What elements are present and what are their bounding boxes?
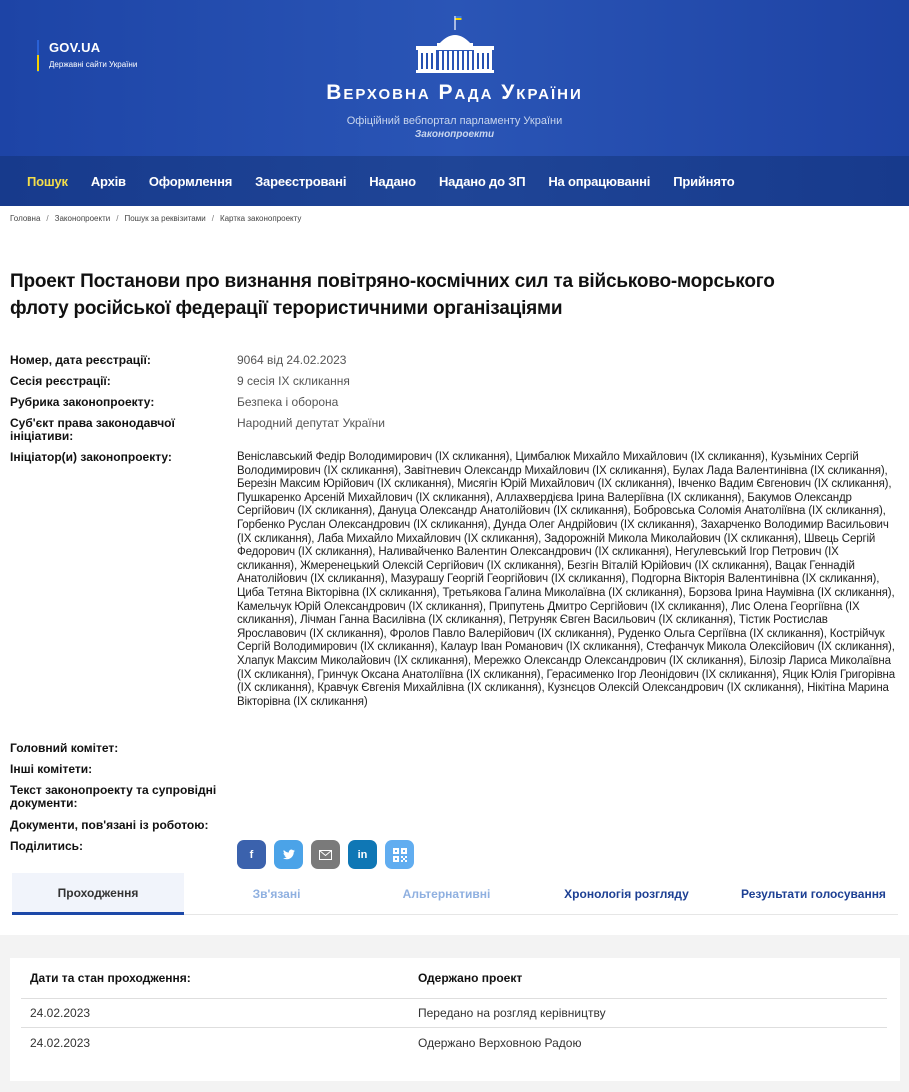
field-label: Ініціатор(и) законопроекту:	[10, 450, 172, 464]
nav-item-in-processing[interactable]: На опрацюванні	[548, 173, 651, 189]
section-name: Законопроекти	[414, 129, 495, 140]
share-facebook-button[interactable]	[237, 840, 266, 869]
nav-item-archive[interactable]: Архів	[90, 173, 126, 189]
twitter-icon	[283, 849, 295, 860]
column-header-status: Одержано проект	[418, 971, 523, 985]
linkedin-icon: in	[357, 848, 368, 861]
field-value: 9 сесія IX скликання	[237, 374, 350, 388]
site-subtitle: Офіційний вебпортал парламенту України	[346, 115, 563, 127]
tab-chronology[interactable]: Хронологія розгляду	[564, 887, 689, 901]
breadcrumb-current: Картка законопроекту	[219, 214, 302, 223]
table-header-row	[21, 958, 887, 999]
flag-accent	[37, 55, 39, 71]
gov-ua-title: GOV.UA	[49, 40, 101, 55]
field-label: Рубрика законопроекту:	[10, 395, 155, 409]
field-label: Головний комітет:	[10, 741, 119, 755]
row-status: Одержано Верховною Радою	[418, 1035, 582, 1050]
breadcrumb-separator: /	[211, 214, 214, 223]
table-row	[21, 1028, 887, 1057]
field-value: 9064 від 24.02.2023	[237, 353, 347, 367]
progress-panel	[0, 935, 909, 1092]
nav-item-drafting[interactable]: Оформлення	[148, 173, 233, 189]
breadcrumb-bills[interactable]: Законопроекти	[54, 214, 111, 223]
field-label: Номер, дата реєстрації:	[10, 353, 151, 367]
breadcrumb	[10, 214, 301, 223]
nav-item-submitted-to-zp[interactable]: Надано до ЗП	[438, 173, 526, 189]
field-label: Інші комітети:	[10, 762, 93, 776]
share-email-button[interactable]	[311, 840, 340, 869]
tab-related[interactable]: Зв'язані	[252, 887, 301, 901]
nav-item-adopted[interactable]: Прийнято	[673, 173, 735, 189]
page-title: Проект Постанови про визнання повітряно-космічних сил та військово-морського флоту російської федерації терористичними організаціями	[10, 271, 775, 319]
site-title[interactable]: Верховна Рада України	[326, 81, 583, 104]
table-row	[21, 999, 887, 1028]
email-icon	[319, 850, 332, 860]
field-label: Суб'єкт права законодавчої ініціативи:	[10, 416, 175, 443]
column-header-dates: Дати та стан проходження:	[30, 971, 191, 985]
breadcrumb-home[interactable]: Головна	[10, 214, 41, 223]
site-header	[0, 0, 909, 156]
share-linkedin-button[interactable]	[348, 840, 377, 869]
field-label: Сесія реєстрації:	[10, 374, 111, 388]
parliament-building-icon[interactable]	[414, 14, 496, 74]
bill-tabs	[12, 873, 898, 915]
progress-table	[21, 958, 887, 1057]
nav-item-submitted[interactable]: Надано	[369, 173, 416, 189]
share-buttons	[237, 840, 414, 869]
facebook-icon: f	[249, 848, 254, 861]
nav-item-search[interactable]: Пошук	[27, 173, 68, 189]
row-date: 24.02.2023	[30, 1035, 91, 1050]
field-label: Поділитись:	[10, 839, 84, 853]
tab-voting-results[interactable]: Результати голосування	[741, 887, 886, 901]
row-status: Передано на розгляд керівництву	[418, 1006, 606, 1020]
field-value: Народний депутат України	[237, 416, 385, 430]
field-value: Безпека і оборона	[237, 395, 339, 409]
share-twitter-button[interactable]	[274, 840, 303, 869]
breadcrumb-separator: /	[46, 214, 49, 223]
tab-alternative[interactable]: Альтернативні	[402, 887, 491, 901]
gov-ua-subtitle: Державні сайти України	[49, 60, 138, 69]
qr-code-icon	[393, 848, 407, 862]
breadcrumb-separator: /	[116, 214, 119, 223]
field-label: Текст законопроекту та супровідні документи:	[10, 783, 217, 810]
breadcrumb-search[interactable]: Пошук за реквізитами	[124, 214, 206, 223]
share-qr-button[interactable]	[385, 840, 414, 869]
field-label: Документи, пов'язані із роботою:	[10, 818, 209, 832]
initiators-list: Веніславський Федір Володимирович (IX скликання), Цимбалюк Михайло Михайлович (IX скликання), Кузьміних Сергій Володимирович (IX скликання), Завітневич Олександр Михайлович (IX скликання), Булах Лада Валентинівна (IX скликання), Березін Максим Юрійович (IX скликання), Мисягін Юрій Михайлович (IX скликання), Івченко Вадим Євгенович (IX скликання), Пушкаренко Арсеній Михайлович (IX скликання), Аллахвердієва Ірина Валеріївна (IX скликання), Бакумов Олександр Сергійович (IX скликання), Дануца Олександр Анатолійович (IX скликання), Бобровська Соломія Анатоліївна (IX скликання), Горбенко Руслан Олександрович (IX скликання), Дунда Олег Андрійович (IX скликання), Захарченко Володимир Васильович (IX скликання), Лаба Михайло Михайлович (IX скликання), Задорожній Микола Миколайович (IX скликання), Швець Сергій Федорович (IX скликання), Наливайченко Валентин Олександрович (IX скликання), Негулевський Ігор Петрович (IX скликання), Жмеренецький Олексій Сергійович (IX скликання), Безгін Віталій Юрійович (IX скликання), Вацак Геннадій Анатолійович (IX скликання), Мазурашу Георгій Георгійович (IX скликання), Подгорна Вікторія Валентинівна (IX скликання), Циба Тетяна Вікторівна (IX скликання), Третьякова Галина Миколаївна (IX скликання), Борзова Ірина Наумівна (IX скликання), Камельчук Юрій Олександрович (IX скликання), Припутень Дмитро Сергійович (IX скликання), Лис Олена Георгіївна (IX скликання), Лічман Ганна Василівна (IX скликання), Петруняк Євген Васильович (IX скликання), Тістик Ростислав Ярославович (IX скликання), Фролов Павло Валерійович (IX скликання), Руденко Ольга Сергіївна (IX скликання), Кострійчук Сергій Володимирович (IX скликання), Калаур Іван Романович (IX скликання), Стефанчук Микола Олексійович (IX скликання), Хлапук Максим Миколайович (IX скликання), Мережко Олександр Олександрович (IX скликання), Білозір Лариса Миколаївна (IX скликання), Гринчук Оксана Анатоліївна (IX скликання), Герасименко Ігор Леонідович (IX скликання), Яцик Юлія Григорівна (IX скликання), Кравчук Євгенія Михайлівна (IX скликання), Кузнєцов Олексій Олександрович (IX скликання), Нікітіна Марина Вікторівна (IX скликання)	[237, 451, 896, 708]
row-date: 24.02.2023	[30, 1006, 91, 1020]
gov-ua-link[interactable]	[37, 40, 137, 72]
tab-progress[interactable]: Проходження	[12, 873, 184, 915]
progress-card	[10, 958, 900, 1081]
main-nav	[0, 156, 909, 206]
nav-item-registered[interactable]: Зареєстровані	[255, 173, 347, 189]
